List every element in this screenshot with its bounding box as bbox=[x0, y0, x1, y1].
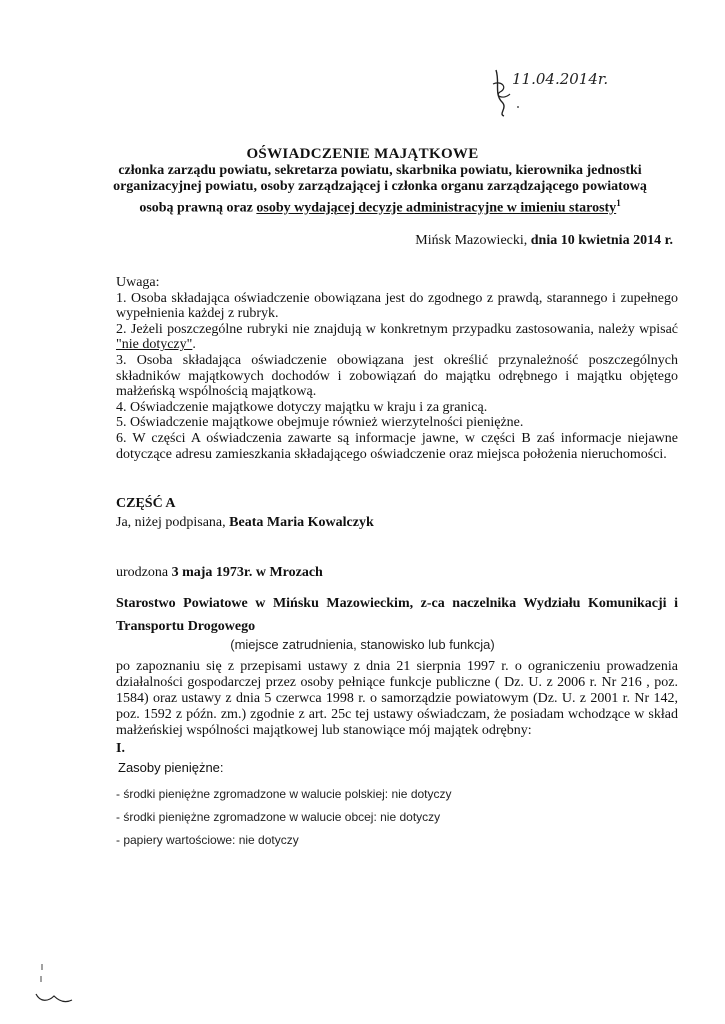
birth-prefix: urodzona bbox=[116, 565, 172, 580]
place-and-date bbox=[415, 233, 673, 249]
declarant-name: Beata Maria Kowalczyk bbox=[229, 515, 374, 530]
subtitle-text: członka zarządu powiatu, sekretarza powiatu, skarbnika powiatu, kierownika jednostki organizacyjnej powiatu, osoby zarządzającej i członka organu zarządzającego powiatową osobą prawną oraz bbox=[113, 163, 647, 216]
legal-statement: po zapoznaniu się z przepisami ustawy z dnia 21 sierpnia 1997 r. o ograniczeniu prowadzenia działalności gospodarczej przez osoby pełniące funkcje publiczne ( Dz. U. z 2006 r. Nr 216 , poz. 1584) oraz ustawy z dnia 5 czerwca 1998 r. o samorządzie powiatowym (Dz. U. z 2001 r. Nr 142, poz. 1592 z późn. zm.) zgodnie z art. 25c tej ustawy oświadczam, że posiadam wchodzące w skład małżeńskiej wspólności majątkowej lub stanowiące mój majątek odrębny: bbox=[116, 659, 678, 738]
assets-heading: Zasoby pieniężne: bbox=[118, 760, 224, 775]
note-4: 4. Oświadczenie majątkowe dotyczy majątku w kraju i za granicą. bbox=[116, 399, 488, 415]
workplace-caption: (miejsce zatrudnienia, stanowisko lub funkcja) bbox=[230, 637, 495, 652]
part-a-heading: CZĘŚĆ A bbox=[116, 496, 176, 511]
note-5: 5. Oświadczenie majątkowe obejmuje również wierzytelności pieniężne. bbox=[116, 415, 524, 431]
asset-item-pln: - środki pieniężne zgromadzone w walucie polskiej: nie dotyczy bbox=[116, 787, 452, 801]
section-number: I. bbox=[116, 741, 125, 756]
note-6: 6. W części A oświadczenia zawarte są informacje jawne, w części B zaś informacje niejawne dotyczące adresu zamieszkania składającego oświadczenie oraz miejsca położenia nieruchomości. bbox=[116, 430, 678, 462]
notes-section bbox=[116, 275, 678, 462]
notes-heading: Uwaga: bbox=[116, 275, 160, 290]
date: dnia 10 kwietnia 2014 r. bbox=[530, 233, 673, 248]
margin-mark bbox=[28, 960, 88, 1010]
note-1: 1. Osoba składająca oświadczenie obowiązana jest do zgodnego z prawdą, starannego i zupełnego wypełnienia każdej z rubryk. bbox=[116, 290, 678, 322]
workplace: Starostwo Powiatowe w Mińsku Mazowieckim, z-ca naczelnika Wydziału Komunikacji i Transportu Drogowego bbox=[116, 596, 678, 634]
declarant-prefix: Ja, niżej podpisana, bbox=[116, 515, 230, 530]
document-title: OŚWIADCZENIE MAJĄTKOWE bbox=[246, 146, 479, 162]
note-2-underlined: "nie dotyczy" bbox=[116, 337, 193, 353]
asset-item-securities: - papiery wartościowe: nie dotyczy bbox=[116, 833, 299, 847]
handwritten-date: 11.04.2014r. bbox=[512, 70, 609, 88]
subtitle-underlined: osoby wydającej decyzje administracyjne w imieniu starosty bbox=[256, 200, 617, 216]
note-3: 3. Osoba składająca oświadczenie obowiązana jest określić przynależność poszczególnych składników majątkowych dochodów i zobowiązań do majątku odrębnego i majątku objętego małżeńską wspólnością majątkową. bbox=[116, 352, 678, 400]
footnote-marker: 1 bbox=[616, 198, 621, 208]
asset-item-foreign: - środki pieniężne zgromadzone w walucie obcej: nie dotyczy bbox=[116, 810, 441, 824]
birth-details: 3 maja 1973r. w Mrozach bbox=[171, 565, 323, 580]
note-2: 2. Jeżeli poszczególne rubryki nie znajdują w konkretnym przypadku zastosowania, należy wpisać "nie dotyczy". bbox=[116, 321, 678, 353]
birth-line bbox=[116, 565, 323, 581]
place: Mińsk Mazowiecki, bbox=[415, 233, 531, 248]
declarant-line bbox=[116, 515, 374, 531]
document-subtitle bbox=[100, 163, 660, 217]
